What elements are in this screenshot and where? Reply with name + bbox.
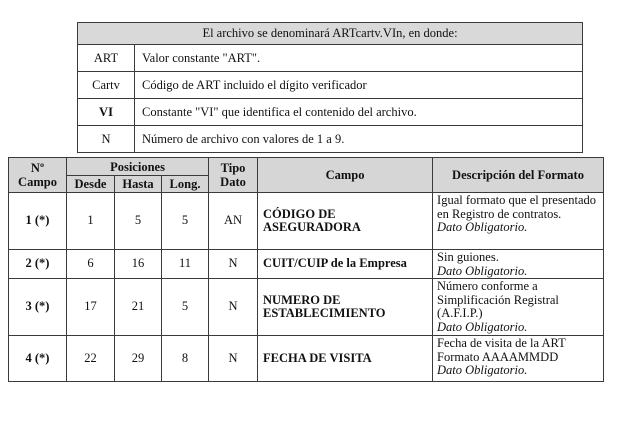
cell-desde: 22 bbox=[67, 336, 115, 382]
cell-campo: CÓDIGO DE ASEGURADORA bbox=[258, 193, 433, 250]
cell-descripcion-text: Número conforme a Simplificación Registral (A.F.I.P.) bbox=[437, 279, 559, 320]
file-name-legend-table bbox=[77, 22, 583, 153]
cell-descripcion bbox=[433, 279, 604, 336]
cell-descripcion-text: Sin guiones. bbox=[437, 250, 499, 264]
legend-row bbox=[78, 45, 583, 72]
table-row bbox=[9, 336, 604, 382]
field-format-table bbox=[8, 157, 604, 382]
legend-row bbox=[78, 72, 583, 99]
cell-campo: NUMERO DE ESTABLECIMIENTO bbox=[258, 279, 433, 336]
cell-tipo: AN bbox=[209, 193, 258, 250]
legend-description: Valor constante "ART". bbox=[135, 45, 583, 72]
cell-tipo: N bbox=[209, 279, 258, 336]
cell-obligatorio: Dato Obligatorio. bbox=[437, 363, 528, 377]
header-tipo-dato bbox=[209, 158, 258, 193]
cell-hasta: 16 bbox=[115, 250, 162, 279]
cell-descripcion bbox=[433, 250, 604, 279]
cell-long: 11 bbox=[162, 250, 209, 279]
table-row bbox=[9, 279, 604, 336]
cell-nro: 3 (*) bbox=[9, 279, 67, 336]
cell-tipo: N bbox=[209, 250, 258, 279]
cell-long: 5 bbox=[162, 193, 209, 250]
cell-obligatorio: Dato Obligatorio. bbox=[437, 263, 528, 278]
legend-code: ART bbox=[78, 45, 135, 72]
header-nro-campo-line2: Campo bbox=[18, 175, 57, 189]
cell-nro: 4 (*) bbox=[9, 336, 67, 382]
legend-code: N bbox=[78, 126, 135, 153]
cell-descripcion-text: Fecha de visita de la ART Formato AAAAMMDD bbox=[437, 336, 566, 364]
cell-campo: FECHA DE VISITA bbox=[258, 336, 433, 382]
cell-descripcion bbox=[433, 193, 604, 250]
legend-code: VI bbox=[78, 99, 135, 126]
header-longitud: Long. bbox=[162, 176, 209, 193]
header-tipo-dato-line1: Tipo bbox=[220, 161, 246, 175]
header-campo: Campo bbox=[258, 158, 433, 193]
cell-obligatorio: Dato Obligatorio. bbox=[437, 220, 528, 234]
legend-description: Número de archivo con valores de 1 a 9. bbox=[135, 126, 583, 153]
legend-code: Cartv bbox=[78, 72, 135, 99]
cell-hasta: 21 bbox=[115, 279, 162, 336]
header-nro-campo bbox=[9, 158, 67, 193]
legend-row bbox=[78, 126, 583, 153]
cell-long: 5 bbox=[162, 279, 209, 336]
cell-desde: 17 bbox=[67, 279, 115, 336]
cell-obligatorio: Dato Obligatorio. bbox=[437, 319, 528, 334]
header-descripcion: Descripción del Formato bbox=[433, 158, 604, 193]
header-desde: Desde bbox=[67, 176, 115, 193]
legend-description: Código de ART incluido el dígito verificador bbox=[135, 72, 583, 99]
cell-descripcion bbox=[433, 336, 604, 382]
header-row bbox=[9, 158, 604, 176]
legend-row bbox=[78, 99, 583, 126]
legend-title: El archivo se denominará ARTcartv.VIn, en donde: bbox=[78, 23, 583, 45]
cell-long: 8 bbox=[162, 336, 209, 382]
cell-nro: 2 (*) bbox=[9, 250, 67, 279]
table-row bbox=[9, 250, 604, 279]
cell-hasta: 29 bbox=[115, 336, 162, 382]
cell-descripcion-text: Igual formato que el presentado en Registro de contratos. bbox=[437, 193, 596, 221]
legend-description: Constante "VI" que identifica el contenido del archivo. bbox=[135, 99, 583, 126]
cell-hasta: 5 bbox=[115, 193, 162, 250]
header-tipo-dato-line2: Dato bbox=[220, 175, 246, 189]
header-nro-campo-line1: Nº bbox=[30, 161, 45, 175]
cell-tipo: N bbox=[209, 336, 258, 382]
cell-desde: 6 bbox=[67, 250, 115, 279]
cell-desde: 1 bbox=[67, 193, 115, 250]
cell-campo: CUIT/CUIP de la Empresa bbox=[258, 250, 433, 279]
cell-nro: 1 (*) bbox=[9, 193, 67, 250]
header-hasta: Hasta bbox=[115, 176, 162, 193]
table-row bbox=[9, 193, 604, 250]
header-posiciones: Posiciones bbox=[67, 158, 209, 176]
